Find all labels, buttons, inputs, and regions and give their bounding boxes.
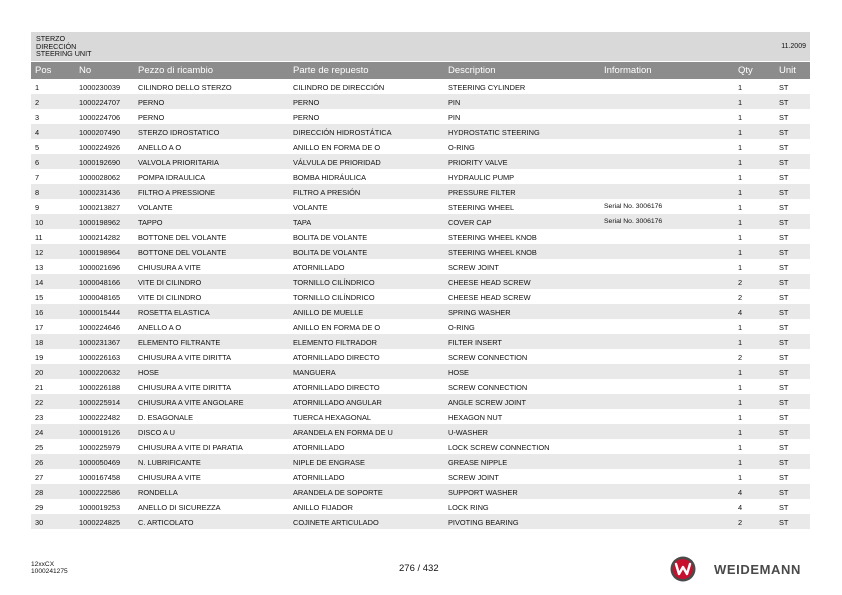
cell-qty: 1 (738, 263, 743, 272)
page-number: 276 / 432 (399, 563, 439, 574)
cell-description: SCREW CONNECTION (448, 383, 528, 392)
cell-description: HOSE (448, 368, 469, 377)
cell-pos: 22 (35, 398, 44, 407)
cell-pos: 6 (35, 158, 40, 167)
cell-pos: 13 (35, 263, 44, 272)
brand-name: WEIDEMANN (714, 562, 802, 577)
cell-pos: 24 (35, 428, 44, 437)
brand-logo (670, 556, 810, 582)
cell-description: U-WASHER (448, 428, 488, 437)
cell-spanish-name: ARANDELA DE SOPORTE (293, 488, 383, 497)
cell-part-number: 1000222586 (79, 488, 121, 497)
table-row (31, 514, 810, 529)
cell-part-number: 1000021696 (79, 263, 121, 272)
model-code: 12xxCX (31, 561, 55, 568)
column-header-qty: Qty (738, 65, 753, 76)
cell-spanish-name: ELEMENTO FILTRADOR (293, 338, 377, 347)
cell-part-number: 1000224706 (79, 113, 121, 122)
cell-description: SUPPORT WASHER (448, 488, 518, 497)
table-row (31, 169, 810, 184)
cell-qty: 1 (738, 188, 743, 197)
cell-part-number: 1000231367 (79, 338, 121, 347)
column-header-italian: Pezzo di ricambio (138, 65, 213, 76)
cell-pos: 28 (35, 488, 44, 497)
cell-spanish-name: CILINDRO DE DIRECCIÓN (293, 83, 385, 92)
cell-part-number: 1000231436 (79, 188, 121, 197)
cell-description: SPRING WASHER (448, 308, 511, 317)
cell-spanish-name: ATORNILLADO (293, 263, 345, 272)
cell-part-number: 1000019126 (79, 428, 121, 437)
cell-unit: ST (779, 308, 789, 317)
cell-qty: 1 (738, 368, 743, 377)
cell-qty: 1 (738, 128, 743, 137)
table-row (31, 259, 810, 274)
table-row (31, 379, 810, 394)
cell-spanish-name: BOLITA DE VOLANTE (293, 233, 368, 242)
cell-part-number: 1000222482 (79, 413, 121, 422)
cell-italian-name: CHIUSURA A VITE DIRITTA (138, 353, 232, 362)
cell-description: ANGLE SCREW JOINT (448, 398, 527, 407)
table-row (31, 499, 810, 514)
cell-pos: 8 (35, 188, 40, 197)
cell-spanish-name: ANILLO EN FORMA DE O (293, 143, 381, 152)
cell-italian-name: VOLANTE (138, 203, 173, 212)
cell-qty: 1 (738, 248, 743, 257)
cell-unit: ST (779, 233, 789, 242)
cell-part-number: 1000048166 (79, 278, 121, 287)
cell-unit: ST (779, 323, 789, 332)
cell-part-number: 1000224707 (79, 98, 121, 107)
cell-spanish-name: ANILLO DE MUELLE (293, 308, 364, 317)
cell-unit: ST (779, 98, 789, 107)
cell-pos: 9 (35, 203, 40, 212)
cell-italian-name: VITE DI CILINDRO (138, 278, 202, 287)
cell-qty: 1 (738, 413, 743, 422)
cell-spanish-name: PERNO (293, 113, 320, 122)
cell-description: HYDRAULIC PUMP (448, 173, 515, 182)
cell-spanish-name: ANILLO FIJADOR (293, 503, 353, 512)
cell-italian-name: VITE DI CILINDRO (138, 293, 202, 302)
table-header (31, 62, 810, 79)
table-row (31, 349, 810, 364)
cell-description: PIVOTING BEARING (448, 518, 519, 527)
column-header-pos: Pos (35, 65, 52, 76)
cell-pos: 18 (35, 338, 44, 347)
cell-spanish-name: TAPA (293, 218, 312, 227)
cell-description: PRESSURE FILTER (448, 188, 516, 197)
cell-unit: ST (779, 143, 789, 152)
cell-qty: 1 (738, 113, 743, 122)
table-row (31, 394, 810, 409)
title-line-en: STEERING UNIT (36, 49, 92, 59)
cell-part-number: 1000050469 (79, 458, 121, 467)
cell-description: HYDROSTATIC STEERING (448, 128, 540, 137)
cell-unit: ST (779, 368, 789, 377)
cell-italian-name: ANELLO DI SICUREZZA (138, 503, 221, 512)
table-row (31, 124, 810, 139)
table-row (31, 229, 810, 244)
cell-pos: 7 (35, 173, 40, 182)
cell-spanish-name: FILTRO A PRESIÓN (293, 188, 361, 197)
cell-spanish-name: VÁLVULA DE PRIORIDAD (293, 158, 381, 167)
table-row (31, 409, 810, 424)
cell-qty: 2 (738, 278, 743, 287)
cell-part-number: 1000220632 (79, 368, 121, 377)
cell-qty: 1 (738, 233, 743, 242)
cell-italian-name: DISCO A U (138, 428, 175, 437)
cell-qty: 2 (738, 518, 743, 527)
cell-italian-name: BOTTONE DEL VOLANTE (138, 233, 227, 242)
cell-qty: 1 (738, 428, 743, 437)
cell-italian-name: C. ARTICOLATO (138, 518, 194, 527)
cell-unit: ST (779, 218, 789, 227)
table-row (31, 244, 810, 259)
cell-pos: 25 (35, 443, 44, 452)
cell-italian-name: VALVOLA PRIORITARIA (138, 158, 219, 167)
cell-pos: 10 (35, 218, 44, 227)
title-line-it: STERZO (36, 34, 66, 43)
cell-qty: 1 (738, 323, 743, 332)
cell-qty: 1 (738, 158, 743, 167)
table-row (31, 304, 810, 319)
cell-description: SCREW CONNECTION (448, 353, 528, 362)
cell-pos: 17 (35, 323, 44, 332)
cell-part-number: 1000192690 (79, 158, 121, 167)
cell-italian-name: HOSE (138, 368, 159, 377)
table-row (31, 154, 810, 169)
column-header-unit: Unit (779, 65, 796, 76)
cell-qty: 1 (738, 458, 743, 467)
cell-italian-name: FILTRO A PRESSIONE (138, 188, 216, 197)
cell-part-number: 1000225979 (79, 443, 121, 452)
cell-unit: ST (779, 473, 789, 482)
column-header-spanish: Parte de repuesto (293, 65, 369, 76)
cell-spanish-name: ARANDELA EN FORMA DE U (293, 428, 393, 437)
cell-italian-name: CHIUSURA A VITE (138, 263, 201, 272)
cell-description: COVER CAP (448, 218, 492, 227)
table-row (31, 139, 810, 154)
cell-pos: 21 (35, 383, 44, 392)
cell-qty: 2 (738, 293, 743, 302)
cell-pos: 19 (35, 353, 44, 362)
cell-italian-name: D. ESAGONALE (138, 413, 194, 422)
cell-spanish-name: ATORNILLADO (293, 473, 345, 482)
cell-pos: 26 (35, 458, 44, 467)
cell-part-number: 1000028062 (79, 173, 121, 182)
cell-unit: ST (779, 413, 789, 422)
cell-pos: 4 (35, 128, 40, 137)
cell-spanish-name: TORNILLO CILÍNDRICO (293, 293, 375, 302)
cell-italian-name: N. LUBRIFICANTE (138, 458, 201, 467)
cell-italian-name: BOTTONE DEL VOLANTE (138, 248, 227, 257)
cell-italian-name: POMPA IDRAULICA (138, 173, 206, 182)
cell-part-number: 1000226163 (79, 353, 121, 362)
cell-unit: ST (779, 158, 789, 167)
cell-italian-name: ANELLO A O (138, 323, 182, 332)
cell-italian-name: CHIUSURA A VITE (138, 473, 201, 482)
cell-qty: 4 (738, 488, 743, 497)
cell-italian-name: CHIUSURA A VITE ANGOLARE (138, 398, 244, 407)
cell-part-number: 1000226188 (79, 383, 121, 392)
table-row (31, 199, 810, 214)
cell-part-number: 1000167458 (79, 473, 121, 482)
cell-part-number: 1000048165 (79, 293, 121, 302)
document-code (31, 561, 68, 576)
cell-pos: 20 (35, 368, 44, 377)
cell-pos: 27 (35, 473, 44, 482)
cell-italian-name: ELEMENTO FILTRANTE (138, 338, 221, 347)
cell-italian-name: STERZO IDROSTATICO (138, 128, 220, 137)
cell-spanish-name: ATORNILLADO ANGULAR (293, 398, 382, 407)
cell-part-number: 1000230039 (79, 83, 121, 92)
cell-part-number: 1000019253 (79, 503, 121, 512)
cell-spanish-name: PERNO (293, 98, 320, 107)
cell-part-number: 1000224825 (79, 518, 121, 527)
cell-information: Serial No. 3006176 (604, 218, 663, 225)
cell-part-number: 1000207490 (79, 128, 121, 137)
cell-pos: 3 (35, 113, 40, 122)
cell-pos: 23 (35, 413, 44, 422)
table-row (31, 334, 810, 349)
cell-spanish-name: MANGUERA (293, 368, 336, 377)
cell-italian-name: TAPPO (138, 218, 163, 227)
cell-spanish-name: BOMBA HIDRÁULICA (293, 173, 367, 182)
weidemann-w-logo-icon (670, 556, 696, 582)
cell-qty: 1 (738, 398, 743, 407)
cell-italian-name: PERNO (138, 98, 165, 107)
cell-spanish-name: NIPLE DE ENGRASE (293, 458, 365, 467)
cell-description: CHEESE HEAD SCREW (448, 293, 531, 302)
cell-unit: ST (779, 293, 789, 302)
section-header (31, 32, 810, 61)
cell-italian-name: ANELLO A O (138, 143, 182, 152)
cell-pos: 30 (35, 518, 44, 527)
cell-italian-name: CILINDRO DELLO STERZO (138, 83, 232, 92)
cell-part-number: 1000213827 (79, 203, 121, 212)
cell-italian-name: RONDELLA (138, 488, 178, 497)
table-row (31, 79, 810, 94)
cell-description: GREASE NIPPLE (448, 458, 508, 467)
cell-unit: ST (779, 203, 789, 212)
section-title (36, 35, 92, 58)
cell-description: PRIORITY VALVE (448, 158, 508, 167)
cell-pos: 11 (35, 233, 43, 242)
cell-part-number: 1000198964 (79, 248, 121, 257)
cell-unit: ST (779, 503, 789, 512)
cell-unit: ST (779, 383, 789, 392)
cell-unit: ST (779, 458, 789, 467)
cell-unit: ST (779, 338, 789, 347)
cell-qty: 1 (738, 218, 743, 227)
cell-qty: 1 (738, 143, 743, 152)
cell-spanish-name: ANILLO EN FORMA DE O (293, 323, 381, 332)
parts-table-body (31, 79, 810, 529)
cell-qty: 1 (738, 443, 743, 452)
cell-part-number: 1000214282 (79, 233, 121, 242)
table-row (31, 184, 810, 199)
cell-description: LOCK RING (448, 503, 489, 512)
cell-spanish-name: ATORNILLADO DIRECTO (293, 353, 380, 362)
cell-pos: 29 (35, 503, 44, 512)
table-row (31, 319, 810, 334)
cell-qty: 1 (738, 98, 743, 107)
cell-unit: ST (779, 113, 789, 122)
cell-description: STEERING WHEEL KNOB (448, 233, 537, 242)
cell-description: LOCK SCREW CONNECTION (448, 443, 550, 452)
table-row (31, 274, 810, 289)
cell-spanish-name: VOLANTE (293, 203, 328, 212)
table-row (31, 484, 810, 499)
cell-description: SCREW JOINT (448, 473, 499, 482)
cell-pos: 2 (35, 98, 40, 107)
cell-part-number: 1000224646 (79, 323, 121, 332)
column-header-no: No (79, 65, 92, 76)
cell-unit: ST (779, 443, 789, 452)
title-line-es: DIRECCIÓN (36, 41, 77, 51)
cell-description: HEXAGON NUT (448, 413, 503, 422)
cell-pos: 5 (35, 143, 40, 152)
cell-pos: 1 (35, 83, 40, 92)
cell-description: STEERING WHEEL (448, 203, 515, 212)
cell-description: STEERING WHEEL KNOB (448, 248, 537, 257)
cell-pos: 15 (35, 293, 44, 302)
cell-italian-name: PERNO (138, 113, 165, 122)
cell-unit: ST (779, 428, 789, 437)
cell-unit: ST (779, 173, 789, 182)
table-row (31, 364, 810, 379)
cell-information: Serial No. 3006176 (604, 203, 663, 210)
cell-pos: 12 (35, 248, 44, 257)
cell-qty: 1 (738, 173, 743, 182)
cell-description: O-RING (448, 143, 475, 152)
column-header-description: Description (448, 65, 496, 76)
cell-pos: 16 (35, 308, 44, 317)
cell-qty: 2 (738, 353, 743, 362)
cell-qty: 1 (738, 383, 743, 392)
cell-spanish-name: ATORNILLADO (293, 443, 345, 452)
cell-unit: ST (779, 83, 789, 92)
cell-unit: ST (779, 188, 789, 197)
cell-part-number: 1000015444 (79, 308, 121, 317)
cell-spanish-name: TUERCA HEXAGONAL (293, 413, 372, 422)
cell-spanish-name: TORNILLO CILÍNDRICO (293, 278, 375, 287)
table-row (31, 94, 810, 109)
cell-description: FILTER INSERT (448, 338, 502, 347)
cell-description: CHEESE HEAD SCREW (448, 278, 531, 287)
cell-unit: ST (779, 128, 789, 137)
cell-description: PIN (448, 113, 461, 122)
cell-unit: ST (779, 353, 789, 362)
cell-unit: ST (779, 488, 789, 497)
cell-part-number: 1000198962 (79, 218, 121, 227)
cell-pos: 14 (35, 278, 44, 287)
revision-date: 11.2009 (781, 43, 806, 50)
table-row (31, 109, 810, 124)
cell-part-number: 1000225914 (79, 398, 121, 407)
cell-qty: 1 (738, 473, 743, 482)
cell-unit: ST (779, 263, 789, 272)
cell-qty: 1 (738, 203, 743, 212)
cell-description: O-RING (448, 323, 475, 332)
cell-italian-name: CHIUSURA A VITE DIRITTA (138, 383, 232, 392)
cell-part-number: 1000224926 (79, 143, 121, 152)
table-row (31, 454, 810, 469)
cell-spanish-name: ATORNILLADO DIRECTO (293, 383, 380, 392)
cell-description: STEERING CYLINDER (448, 83, 526, 92)
column-header-information: Information (604, 65, 652, 76)
table-row (31, 469, 810, 484)
cell-unit: ST (779, 248, 789, 257)
document-number: 1000241275 (31, 568, 68, 576)
cell-italian-name: CHIUSURA A VITE DI PARATIA (138, 443, 243, 452)
cell-description: PIN (448, 98, 461, 107)
cell-description: SCREW JOINT (448, 263, 499, 272)
table-row (31, 214, 810, 229)
cell-qty: 1 (738, 338, 743, 347)
cell-qty: 4 (738, 308, 743, 317)
table-row (31, 424, 810, 439)
table-row (31, 289, 810, 304)
cell-spanish-name: BOLITA DE VOLANTE (293, 248, 368, 257)
table-row (31, 439, 810, 454)
cell-spanish-name: DIRECCIÓN HIDROSTÁTICA (293, 128, 392, 137)
cell-unit: ST (779, 518, 789, 527)
cell-unit: ST (779, 398, 789, 407)
cell-unit: ST (779, 278, 789, 287)
cell-spanish-name: COJINETE ARTICULADO (293, 518, 379, 527)
cell-italian-name: ROSETTA ELASTICA (138, 308, 210, 317)
cell-qty: 1 (738, 83, 743, 92)
cell-qty: 4 (738, 503, 743, 512)
